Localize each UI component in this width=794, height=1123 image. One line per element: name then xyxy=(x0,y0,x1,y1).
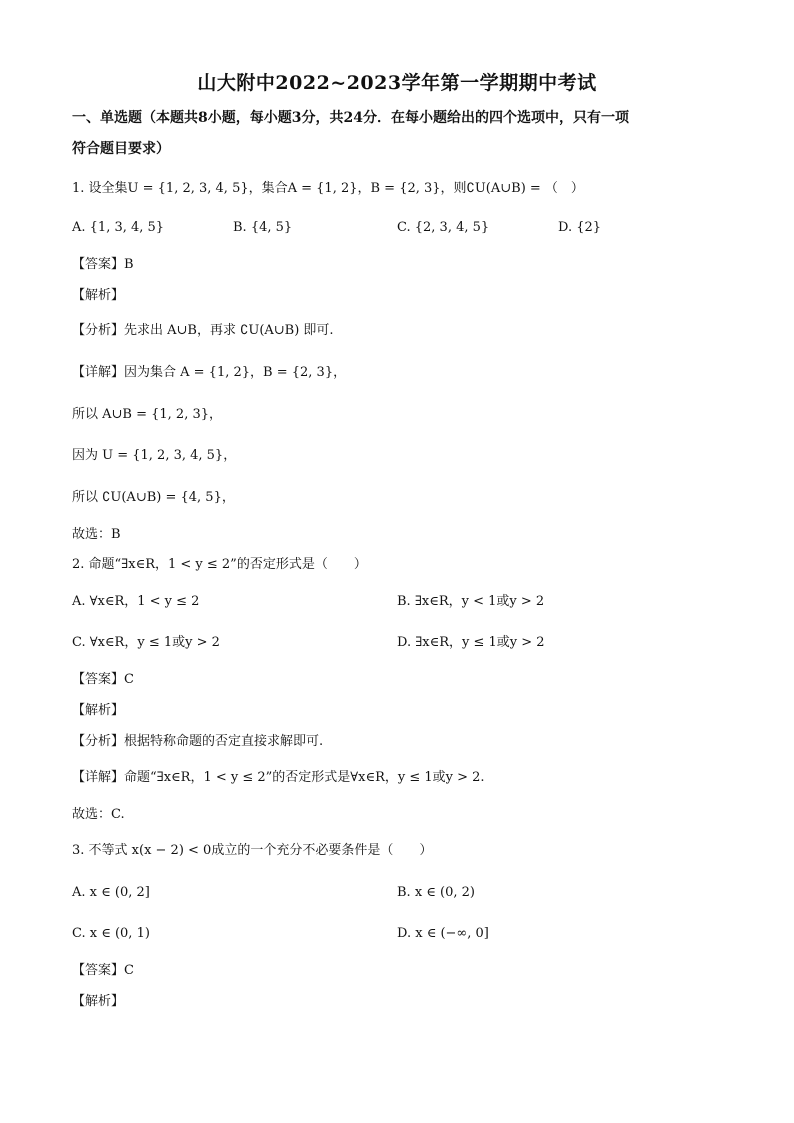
question-1-analysis-line-2: 【详解】因为集合 A = {1, 2}，B = {2, 3}， xyxy=(72,365,347,380)
question-2-option-a: A. ∀x∈R，1 < y ≤ 2 xyxy=(72,594,200,609)
question-1-answer: 【答案】B xyxy=(72,257,134,272)
question-1-option-d: D. {2} xyxy=(558,220,602,235)
question-1-analysis-label: 【解析】 xyxy=(72,288,125,303)
question-1-option-b: B. {4, 5} xyxy=(233,220,293,235)
question-2-analysis-line-2: 【详解】命题“∃x∈R，1 < y ≤ 2”的否定形式是∀x∈R，y ≤ 1或y > 2. xyxy=(72,770,485,785)
question-3-option-c: C. x ∈ (0, 1) xyxy=(72,926,150,941)
question-3-answer: 【答案】C xyxy=(72,963,134,978)
question-1-conclusion: 故选：B xyxy=(72,527,121,542)
question-2-conclusion: 故选：C. xyxy=(72,807,125,822)
question-2-answer: 【答案】C xyxy=(72,672,134,687)
question-1-analysis-line-1: 【分析】先求出 A∪B，再求 ∁U(A∪B) 即可. xyxy=(72,323,334,338)
question-2-analysis-label: 【解析】 xyxy=(72,703,125,718)
question-3-option-a: A. x ∈ (0, 2] xyxy=(72,885,150,900)
question-2-stem: 2. 命题“∃x∈R，1 < y ≤ 2”的否定形式是（ ） xyxy=(72,557,367,572)
question-3-analysis-label: 【解析】 xyxy=(72,994,125,1009)
question-3-stem: 3. 不等式 x(x − 2) < 0成立的一个充分不必要条件是（ ） xyxy=(72,843,433,858)
page-title: 山大附中2022~2023学年第一学期期中考试 xyxy=(197,72,597,94)
section-heading-line-1: 一、单选题（本题共8小题，每小题3分，共24分．在每小题给出的四个选项中，只有一项 xyxy=(72,110,629,126)
question-2-option-c: C. ∀x∈R，y ≤ 1或y > 2 xyxy=(72,635,220,650)
question-2-option-b: B. ∃x∈R，y < 1或y > 2 xyxy=(397,594,545,609)
question-1-stem: 1. 设全集U = {1, 2, 3, 4, 5}，集合A = {1, 2}，B = {2, 3}，则∁U(A∪B) = （ ） xyxy=(72,181,584,196)
question-1-analysis-line-5: 所以 ∁U(A∪B) = {4, 5}， xyxy=(72,490,235,505)
section-heading-line-2: 符合题目要求） xyxy=(72,141,170,157)
question-2-option-d: D. ∃x∈R，y ≤ 1或y > 2 xyxy=(397,635,545,650)
question-1-option-c: C. {2, 3, 4, 5} xyxy=(397,220,490,235)
question-3-option-d: D. x ∈ (−∞, 0] xyxy=(397,926,489,941)
question-3-option-b: B. x ∈ (0, 2) xyxy=(397,885,475,900)
question-1-analysis-line-3: 所以 A∪B = {1, 2, 3}， xyxy=(72,407,223,422)
question-2-analysis-line-1: 【分析】根据特称命题的否定直接求解即可. xyxy=(72,734,324,749)
question-1-analysis-line-4: 因为 U = {1, 2, 3, 4, 5}， xyxy=(72,448,237,463)
question-1-option-a: A. {1, 3, 4, 5} xyxy=(72,220,165,235)
